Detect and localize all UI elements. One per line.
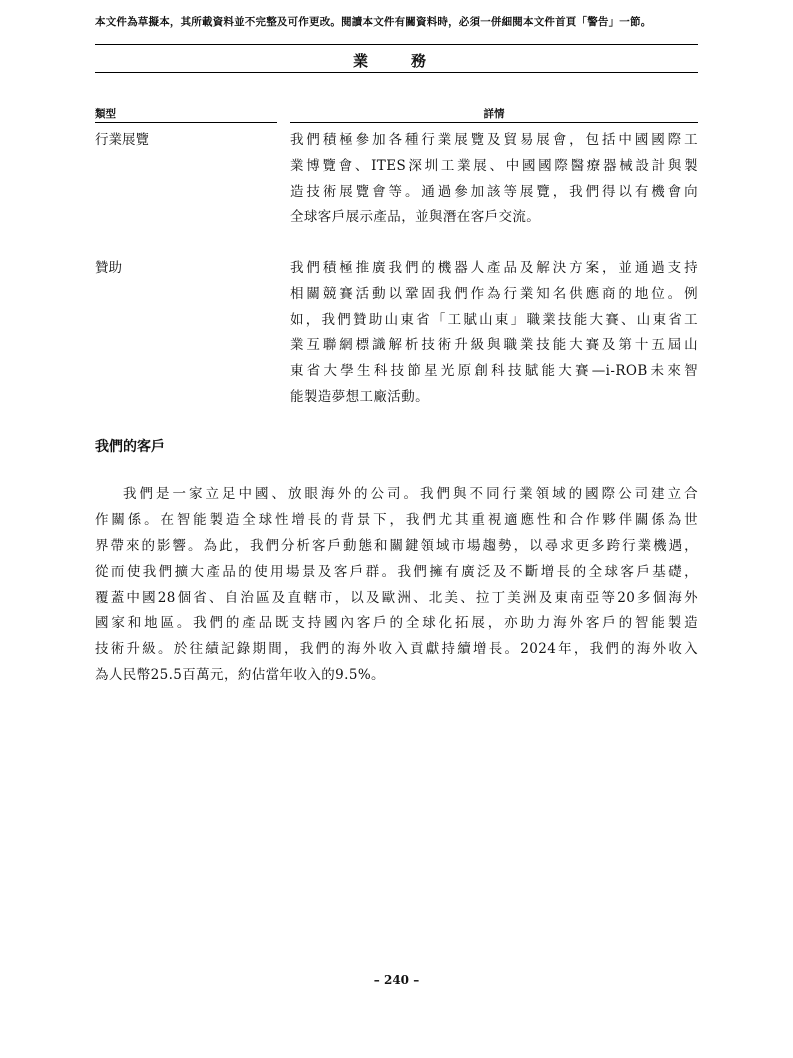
table-row-type: 贊助 xyxy=(95,260,122,276)
paragraph-line: 我們是一家立足中國、放眼海外的公司。我們與不同行業領域的國際公司建立合 xyxy=(123,486,698,502)
detail-line: 我們積極參加各種行業展覽及貿易展會，包括中國國際工 xyxy=(290,132,698,148)
draft-disclaimer: 本文件為草擬本，其所載資料並不完整及可作更改。閱讀本文件有關資料時，必須一併細閱本文件首頁「警告」一節。 xyxy=(95,16,652,28)
column-header-divider xyxy=(290,122,698,123)
title-divider xyxy=(95,72,698,73)
column-header-type: 類型 xyxy=(95,108,116,120)
customers-heading: 我們的客戶 xyxy=(95,439,165,455)
paragraph-line: 覆蓋中國28個省、自治區及直轄市，以及歐洲、北美、拉丁美洲及東南亞等20多個海外 xyxy=(95,589,698,606)
detail-line: 如，我們贊助山東省「工賦山東」職業技能大賽、山東省工 xyxy=(290,311,698,328)
detail-line: 東省大學生科技節星光原創科技賦能大賽—i-ROB未來智 xyxy=(290,363,698,380)
detail-line: 能製造夢想工廠活動。 xyxy=(290,388,429,405)
detail-line: 業博覽會、ITES深圳工業展、中國國際醫療器械設計與製 xyxy=(290,157,698,174)
column-header-divider xyxy=(95,122,277,123)
paragraph-line: 界帶來的影響。為此，我們分析客戶動態和關鍵領域市場趨勢，以尋求更多跨行業機遇， xyxy=(95,537,698,554)
paragraph-line: 技術升級。於往績記錄期間，我們的海外收入貢獻持續增長。2024年，我們的海外收入 xyxy=(95,641,698,658)
detail-line: 相關競賽活動以鞏固我們作為行業知名供應商的地位。例 xyxy=(290,285,698,302)
column-header-detail: 詳情 xyxy=(483,108,505,120)
header-divider xyxy=(95,44,698,45)
table-row-detail xyxy=(290,256,698,411)
customers-paragraph xyxy=(95,482,698,689)
paragraph-line: 為人民幣25.5百萬元，約佔當年收入的9.5%。 xyxy=(95,667,385,684)
table-row-detail xyxy=(290,128,698,231)
table-row-type: 行業展覽 xyxy=(95,132,149,148)
paragraph-line: 國家和地區。我們的產品既支持國內客戶的全球化拓展，亦助力海外客戶的智能製造 xyxy=(95,615,698,632)
paragraph-line: 作關係。在智能製造全球性增長的背景下，我們尤其重視適應性和合作夥伴關係為世 xyxy=(95,511,698,528)
detail-line: 全球客戶展示產品，並與潛在客戶交流。 xyxy=(290,209,541,226)
detail-line: 造技術展覽會等。通過參加該等展覽，我們得以有機會向 xyxy=(290,183,698,200)
detail-line: 業互聯網標識解析技術升級與職業技能大賽及第十五屆山 xyxy=(290,337,698,354)
page-number: – 240 – xyxy=(373,973,420,987)
paragraph-line: 從而使我們擴大產品的使用場景及客戶群。我們擁有廣泛及不斷增長的全球客戶基礎， xyxy=(95,563,698,580)
section-title: 業 務 xyxy=(352,52,440,70)
detail-line: 我們積極推廣我們的機器人產品及解決方案，並通過支持 xyxy=(290,260,698,276)
